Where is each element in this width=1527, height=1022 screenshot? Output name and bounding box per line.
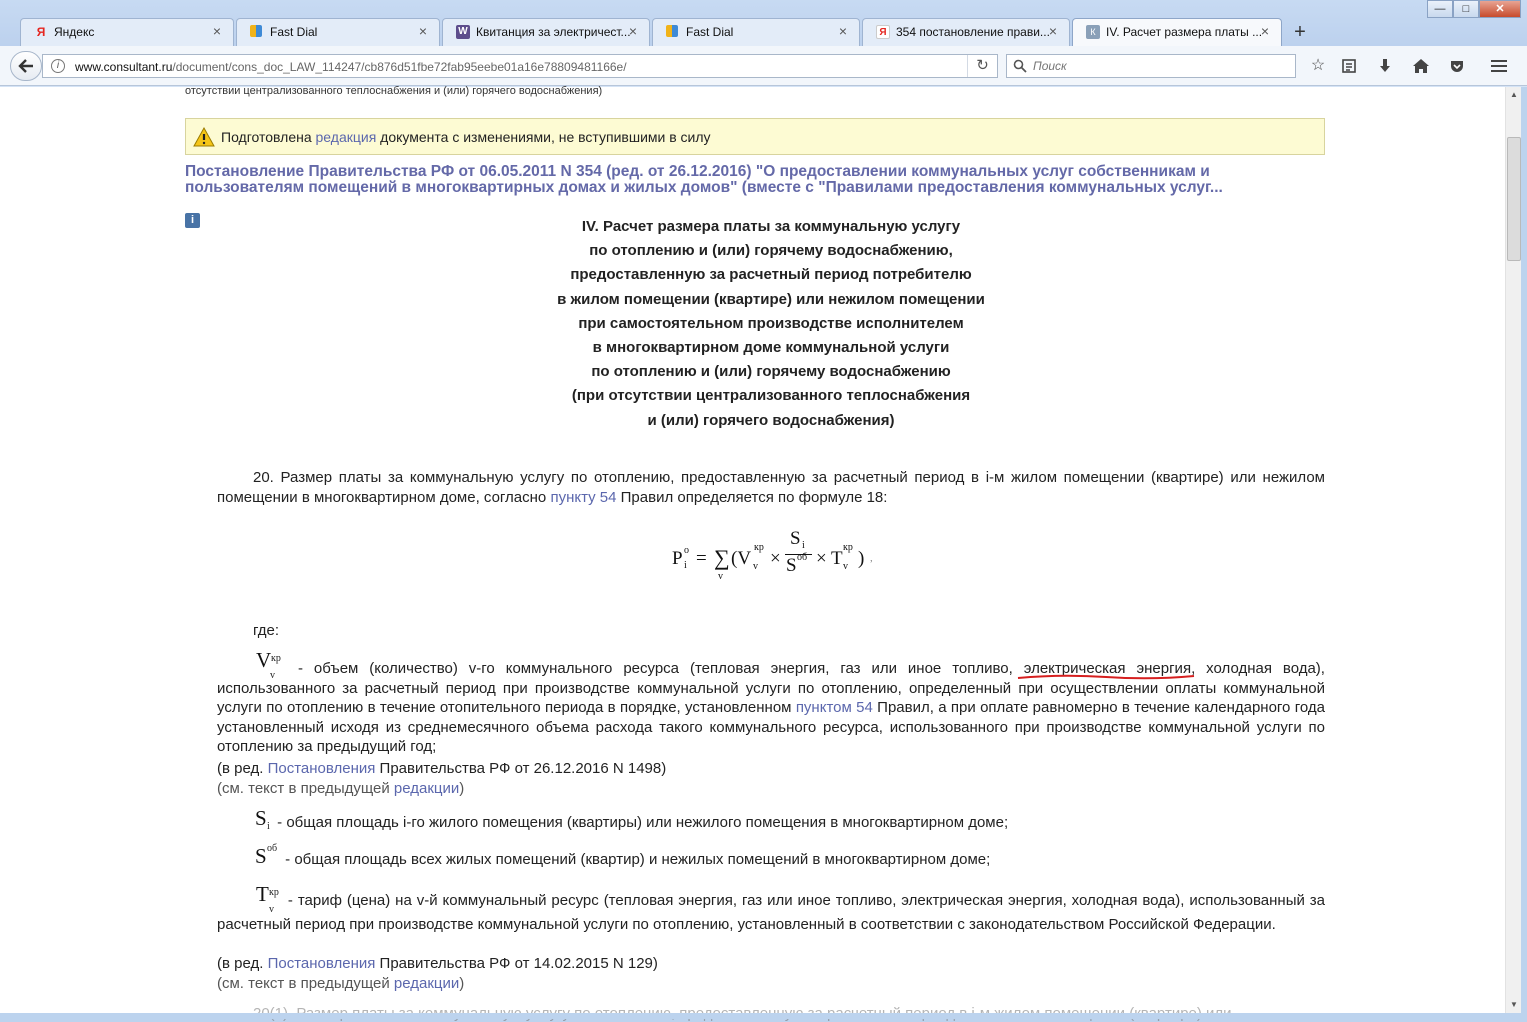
def-sob-text: - общая площадь всех жилых помещений (квартир) и нежилых помещений в многоквартирном доме; — [281, 851, 991, 868]
postanovlenie-link-2[interactable]: Постановления — [267, 955, 376, 972]
yandex-icon: Я — [36, 25, 46, 39]
def-v-text-1: - объем (количество) v-го коммунального ресурса (тепловая энергия, газ или иное топливо, — [287, 660, 1024, 677]
see1-after: ) — [459, 780, 465, 797]
symbol-v-sub: v — [270, 670, 275, 681]
menu-icon[interactable] — [1487, 54, 1511, 78]
red-squiggle-underline — [1016, 672, 1196, 682]
reload-icon[interactable]: ↻ — [967, 55, 997, 77]
symbol-sob-main: S — [255, 844, 267, 868]
word-doc-icon: W — [456, 25, 470, 39]
see-note-1 — [217, 780, 464, 797]
symbol-v-sup: кр — [271, 653, 281, 664]
red1-after: Правительства РФ от 26.12.2016 N 1498) — [375, 760, 667, 777]
reading-list-icon[interactable] — [1337, 54, 1361, 78]
cut-top-text: отсутствии централизованного теплоснабжения и (или) горячего водоснабжения) — [185, 85, 603, 97]
notice-before: Подготовлена — [221, 129, 316, 145]
tab-fast-dial[interactable] — [236, 18, 440, 46]
heading-line: по отоплению и (или) горячему водоснабжению — [591, 363, 951, 381]
formula-v-sub: v — [753, 561, 758, 572]
tab-yandex[interactable] — [20, 18, 234, 46]
tab-kvitanciya[interactable] — [442, 18, 650, 46]
redakcii-link-2[interactable]: редакции — [393, 975, 460, 992]
fast-dial-icon — [250, 25, 262, 37]
see2-before: (см. текст в предыдущей — [217, 975, 394, 992]
tab-strip — [0, 0, 1527, 46]
fast-dial-icon — [666, 25, 678, 37]
symbol-t — [253, 882, 283, 915]
close-window-button[interactable]: ✕ — [1479, 0, 1521, 18]
formula-sum: ∑ — [714, 545, 730, 570]
see2-after: ) — [459, 975, 465, 992]
tab-fast-dial-2[interactable] — [652, 18, 860, 46]
url-host: www.consultant.ru — [75, 60, 173, 74]
tab-title: 354 постановление прави... — [896, 25, 1050, 39]
formula-comma: , — [870, 552, 873, 564]
close-tab-icon[interactable]: × — [212, 23, 222, 39]
formula-t-sub: v — [843, 561, 848, 572]
formula-s-sub: i — [802, 540, 805, 551]
symbol-t-sup: кр — [269, 887, 279, 898]
close-tab-icon[interactable]: × — [628, 23, 638, 39]
redakcii-link-1[interactable]: редакции — [393, 780, 460, 797]
symbol-sob — [253, 843, 281, 868]
vertical-scrollbar[interactable] — [1505, 87, 1521, 1013]
heading-line: по отоплению и (или) горячему водоснабжению, — [589, 242, 953, 260]
scroll-thumb[interactable] — [1507, 137, 1521, 261]
search-bar[interactable] — [1006, 54, 1296, 78]
close-tab-icon[interactable]: × — [1260, 23, 1270, 39]
site-info-icon[interactable]: i — [51, 59, 65, 73]
scroll-up-icon[interactable]: ▲ — [1510, 90, 1518, 99]
formula-t-sup: кр — [843, 542, 853, 553]
definition-s — [253, 806, 1009, 832]
symbol-v — [253, 648, 287, 681]
formula-eq: = — [696, 548, 707, 569]
see1-before: (см. текст в предыдущей — [217, 780, 394, 797]
def-v-text-3: Правил, а при оплате равномерно в течение календарного года установленный исходя из среднемесячного объема расхода такого коммунального ресурса, использованного при производстве коммунальной услуги по отоплению за предыдущий год; — [217, 699, 1325, 755]
close-tab-icon[interactable]: × — [418, 23, 428, 39]
new-tab-button[interactable]: + — [1294, 21, 1306, 43]
red1-before: (в ред. — [217, 760, 268, 777]
search-icon — [1013, 59, 1027, 73]
heading-line: IV. Расчет размера платы за коммунальную услугу — [581, 218, 961, 235]
document-title-link[interactable]: Постановление Правительства РФ от 06.05.2011 N 354 (ред. от 26.12.2016) "О предоставлении коммунальных услуг собственникам и пользователям помещений в многоквартирных домах и жилых домов" (вместе с "Правилами предоставления коммунальных услуг... — [185, 163, 1223, 196]
address-bar[interactable] — [42, 54, 998, 78]
p20-before: 20. Размер платы за коммунальную услугу по отоплению, предоставленную за расчетный период в i-м жилом помещении (квартире) или нежилом помещении в многоквартирном доме, согласно — [217, 469, 1325, 506]
p20-after: Правил определяется по формуле 18: — [616, 488, 888, 506]
window-border — [0, 1013, 1527, 1019]
formula-t: T — [831, 548, 843, 569]
symbol-s — [253, 806, 273, 832]
symbol-v-main: V — [256, 648, 272, 672]
definition-t — [217, 882, 1325, 936]
tab-active-consultant[interactable] — [1072, 18, 1282, 46]
formula-sum-sub: v — [718, 571, 723, 582]
red2-after: Правительства РФ от 14.02.2015 N 129) — [375, 955, 658, 972]
red-note-1 — [217, 760, 666, 777]
symbol-sob-sup: об — [267, 843, 278, 854]
def-v-text-2: , холодная вода), использованного за расчетный период при производстве коммунальной услуги по отоплению, определенный при осуществлении оплаты коммунальной услуги по отоплению в течение отопительного периода в порядке, установленном — [217, 660, 1325, 716]
download-icon[interactable] — [1373, 54, 1397, 78]
formula-open-v: (V — [731, 548, 752, 569]
info-icon[interactable]: i — [185, 213, 200, 228]
heading-line: предоставленную за расчетный период потребителю — [570, 266, 972, 284]
formula-times-1: × — [770, 548, 781, 569]
tab-title: Квитанция за электричест... — [476, 25, 631, 39]
url-path: /document/cons_doc_LAW_114247/cb876d51fbe72fab95eebe01a16e78809481166e/ — [172, 60, 627, 74]
red-note-2 — [217, 955, 658, 972]
underlined-phrase: электрическая энергия — [1023, 660, 1192, 677]
notice-after: документа с изменениями, не вступившими в силу — [376, 129, 711, 145]
tab-title: Яндекс — [54, 25, 95, 39]
tab-title: Fast Dial — [270, 25, 318, 39]
heading-line: и (или) горячего водоснабжения) — [647, 411, 895, 429]
symbol-t-main: T — [256, 882, 269, 906]
formula-sob: S — [786, 555, 797, 576]
section-heading — [400, 215, 1142, 433]
formula-18 — [672, 528, 882, 592]
close-tab-icon[interactable]: × — [1048, 23, 1058, 39]
url-text — [75, 60, 627, 74]
back-button[interactable] — [10, 51, 42, 81]
formula-close: ) — [858, 548, 865, 569]
tab-title: IV. Расчет размера платы ... — [1106, 25, 1263, 39]
page-content — [0, 87, 1505, 1013]
see-note-2 — [217, 975, 464, 992]
revision-notice — [185, 118, 1325, 155]
scroll-down-icon[interactable]: ▼ — [1510, 1000, 1518, 1009]
symbol-s-main: S — [255, 806, 267, 830]
close-tab-icon[interactable]: × — [838, 23, 848, 39]
yandex-icon: Я — [876, 25, 890, 39]
warning-icon — [193, 127, 215, 147]
formula-v-sup: кр — [754, 542, 764, 553]
formula-p-sub: i — [684, 560, 687, 571]
formula-p: P — [672, 548, 683, 569]
heading-line: при самостоятельном производстве исполнителем — [578, 314, 964, 332]
heading-line: в многоквартирном доме коммунальной услуги — [592, 339, 950, 357]
maximize-button[interactable]: □ — [1453, 0, 1479, 18]
home-icon[interactable] — [1409, 54, 1433, 78]
tab-title: Fast Dial — [686, 25, 734, 39]
minimize-button[interactable]: — — [1427, 0, 1453, 18]
back-arrow-icon — [17, 57, 35, 75]
tab-354[interactable] — [862, 18, 1070, 46]
heading-line: (при отсутствии централизованного теплоснабжения — [571, 387, 971, 405]
punkt-54-link[interactable]: пункту 54 — [550, 488, 617, 506]
consultant-icon: К — [1086, 25, 1100, 39]
symbol-s-sub: i — [267, 821, 270, 832]
pocket-icon[interactable] — [1445, 54, 1469, 78]
formula-p-sup: o — [684, 545, 689, 556]
window-border — [1521, 87, 1527, 1019]
postanovlenie-link-1[interactable]: Постановления — [267, 760, 376, 777]
red2-before: (в ред. — [217, 955, 268, 972]
heading-line: в жилом помещении (квартире) или нежилом помещении — [557, 290, 985, 308]
def-t-text: - тариф (цена) на v-й коммунальный ресурс (тепловая энергия, газ или иное топливо, электрическая энергия, холодная вода), использованный за расчетный период при производстве коммунальной услуги по отоплению, установленный в соответствии с законодательством Российской Федерации. — [217, 892, 1325, 933]
formula-sob-sup: об — [797, 552, 808, 563]
search-input[interactable] — [1033, 55, 1291, 77]
gde-label: где: — [253, 622, 280, 639]
navigation-bar — [0, 46, 1527, 86]
paragraph-20 — [217, 468, 1325, 507]
bookmark-star-icon[interactable]: ☆ — [1310, 57, 1326, 74]
window-controls — [1427, 0, 1521, 20]
definition-sob — [253, 843, 991, 868]
revision-link[interactable]: редакция — [315, 129, 377, 145]
formula-times-2: × — [816, 548, 827, 569]
formula-s: S — [790, 528, 801, 549]
punkt-54-link-2[interactable]: пунктом 54 — [795, 699, 873, 716]
notice-text — [221, 129, 711, 145]
symbol-t-sub: v — [269, 904, 274, 915]
def-s-text: - общая площадь i-го жилого помещения (квартиры) или нежилого помещения в многоквартирном доме; — [273, 814, 1009, 831]
